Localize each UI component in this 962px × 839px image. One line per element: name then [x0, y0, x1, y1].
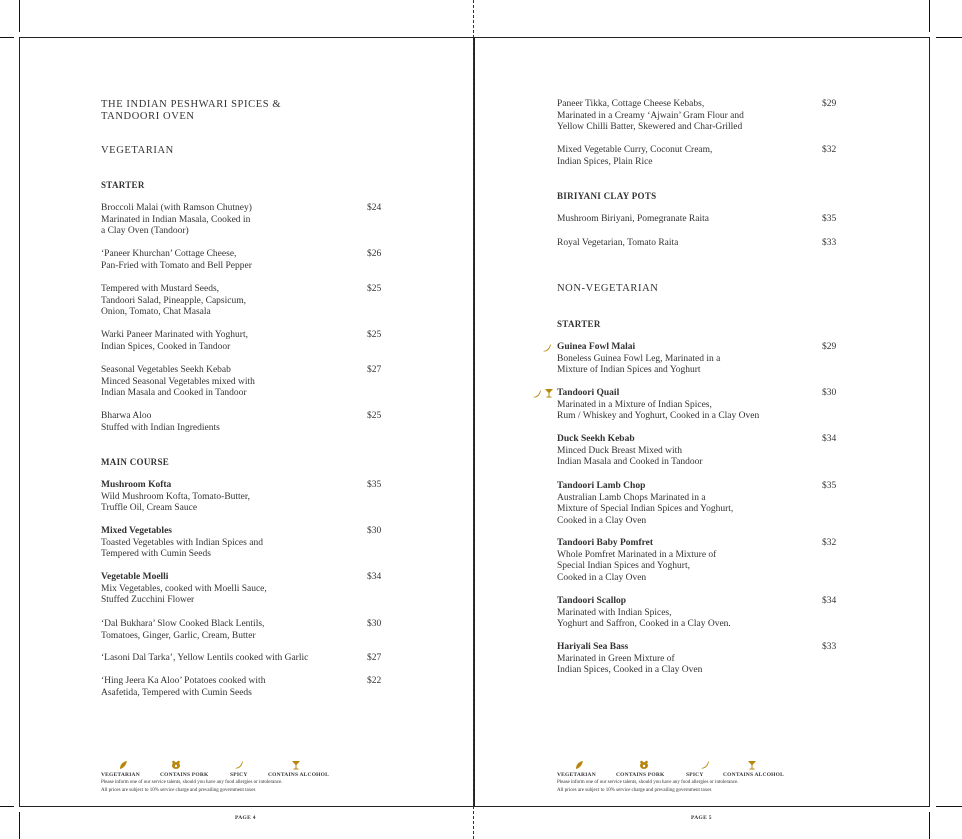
menu-item [101, 249, 252, 272]
item-desc: Australian Lamb Chops Marinated in a [557, 492, 706, 503]
menu-title-line-1: THE INDIAN PESHWARI SPICES & [101, 99, 282, 110]
alcohol-icon [747, 760, 757, 770]
menu-item [557, 642, 702, 677]
item-price: $24 [367, 203, 382, 213]
item-name: Tandoori Quail [557, 388, 620, 398]
item-desc: Special Indian Spices and Yoghurt, [557, 561, 690, 572]
menu-item [101, 480, 250, 515]
item-desc: Mixture of Special Indian Spices and Yoghurt, [557, 504, 734, 515]
legend-allergy-note: Please inform one of our service talents, should you have any food allergies or intolerance. [101, 780, 283, 785]
pork-icon [171, 760, 181, 770]
legend-allergy-note: Please inform one of our service talents, should you have any food allergies or intolerance. [557, 780, 739, 785]
spicy-icon [542, 343, 552, 353]
item-name: Tandoori Scallop [557, 596, 627, 606]
item-desc: Yoghurt and Saffron, Cooked in a Clay Oven. [557, 619, 731, 630]
menu-item [101, 572, 267, 607]
section-vegetarian: VEGETARIAN [101, 145, 174, 156]
page-number: PAGE 4 [235, 815, 256, 821]
item-price: $25 [367, 330, 382, 340]
spicy-icon [700, 760, 710, 770]
menu-page-4 [19, 0, 473, 839]
menu-title-line-2: TANDOORI OVEN [101, 111, 195, 122]
legend-spicy-label: SPICY [230, 772, 248, 778]
item-price: $34 [822, 596, 837, 606]
item-desc: Minced Duck Breast Mixed with [557, 445, 683, 456]
item-desc: Indian Spices, Cooked in Tandoor [101, 341, 231, 352]
item-price: $35 [367, 480, 382, 490]
fold-line [473, 0, 474, 839]
legend-pork-label: CONTAINS PORK [160, 772, 209, 778]
legend-alcohol-label: CONTAINS ALCOHOL [723, 772, 785, 778]
heading-main-course: MAIN COURSE [101, 457, 170, 467]
item-desc: Cooked in a Clay Oven [557, 515, 647, 526]
alcohol-icon [544, 388, 554, 398]
item-price: $34 [822, 434, 837, 444]
item-desc: Onion, Tomato, Chat Masala [101, 307, 211, 318]
item-desc: Marinated in a Creamy ‘Ajwain’ Gram Flour and [557, 110, 744, 121]
menu-item [557, 388, 759, 423]
menu-item [101, 365, 255, 400]
item-price: $27 [367, 365, 382, 375]
item-name: Warki Paneer Marinated with Yoghurt, [101, 330, 248, 340]
pork-icon [639, 760, 649, 770]
item-price: $26 [367, 249, 382, 259]
item-price: $30 [822, 388, 837, 398]
item-desc: Tempered with Cumin Seeds [101, 549, 211, 560]
section-non-vegetarian: NON-VEGETARIAN [557, 283, 659, 294]
item-price: $29 [822, 99, 837, 109]
menu-item [101, 526, 263, 561]
vegetarian-icon [118, 760, 128, 770]
menu-item [101, 284, 246, 319]
page-number: PAGE 5 [691, 815, 712, 821]
item-name: ‘Dal Bukhara’ Slow Cooked Black Lentils, [101, 619, 265, 629]
item-desc: Rum / Whiskey and Yoghurt, Cooked in a Clay Oven [557, 411, 760, 422]
item-name: ‘Paneer Khurchan’ Cottage Cheese, [101, 249, 237, 259]
spicy-icon [532, 389, 542, 399]
crop-mark [936, 37, 962, 38]
item-desc: Yellow Chilli Batter, Skewered and Char-Grilled [557, 122, 743, 133]
legend-alcohol-label: CONTAINS ALCOHOL [268, 772, 330, 778]
item-desc: Minced Seasonal Vegetables mixed with [101, 376, 255, 387]
item-name: Mixed Vegetables [101, 526, 172, 536]
heading-starter: STARTER [101, 180, 145, 190]
item-name: ‘Hing Jeera Ka Aloo’ Potatoes cooked with [101, 676, 266, 686]
item-price: $22 [367, 676, 382, 686]
item-desc: Marinated in a Mixture of Indian Spices, [557, 399, 712, 410]
item-desc: Mixture of Indian Spices and Yoghurt [557, 365, 701, 376]
item-name: Tandoori Lamb Chop [557, 481, 646, 491]
item-desc: Indian Masala and Cooked in Tandoor [101, 388, 247, 399]
item-price: $30 [367, 619, 382, 629]
menu-item [557, 481, 733, 527]
item-price: $33 [822, 642, 837, 652]
legend-pork-label: CONTAINS PORK [616, 772, 665, 778]
item-desc: Stuffed Zucchini Flower [101, 595, 195, 606]
item-desc: Asafetida, Tempered with Cumin Seeds [101, 687, 252, 698]
item-desc: Boneless Guinea Fowl Leg, Marinated in a [557, 353, 721, 364]
item-name: ‘Lasoni Dal Tarka’, Yellow Lentils cooked with Garlic [101, 653, 309, 663]
item-desc: Marinated with Indian Spices, [557, 607, 672, 618]
item-price: $35 [822, 481, 837, 491]
menu-item [557, 596, 731, 631]
menu-item [101, 203, 252, 238]
item-name: Tempered with Mustard Seeds, [101, 284, 220, 294]
spicy-icon [234, 760, 244, 770]
item-price: $33 [822, 238, 837, 248]
item-name: Tandoori Baby Pomfret [557, 538, 654, 548]
item-desc: Truffle Oil, Cream Sauce [101, 503, 198, 514]
item-price: $29 [822, 342, 837, 352]
menu-item [557, 238, 678, 250]
item-desc: Pan-Fried with Tomato and Bell Pepper [101, 260, 252, 271]
menu-item [101, 653, 308, 665]
legend-spicy-label: SPICY [686, 772, 704, 778]
item-price: $27 [367, 653, 382, 663]
item-name: Paneer Tikka, Cottage Cheese Kebabs, [557, 99, 705, 109]
menu-item [101, 619, 264, 642]
item-desc: Mix Vegetables, cooked with Moelli Sauce, [101, 583, 267, 594]
menu-item [557, 145, 712, 168]
item-desc: Marinated in Green Mixture of [557, 653, 675, 664]
item-name: Mushroom Kofta [101, 480, 172, 490]
menu-item [101, 411, 220, 434]
item-price: $25 [367, 284, 382, 294]
item-name: Vegetable Moelli [101, 572, 169, 582]
vegetarian-icon [574, 760, 584, 770]
item-desc: Tomatoes, Ginger, Garlic, Cream, Butter [101, 630, 256, 641]
legend-vegetarian-label: VEGETARIAN [101, 772, 140, 778]
menu-item [557, 342, 720, 377]
menu-item [101, 330, 248, 353]
item-price: $32 [822, 145, 837, 155]
item-desc: Indian Masala and Cooked in Tandoor [557, 457, 703, 468]
crop-mark [0, 806, 14, 807]
item-desc: Stuffed with Indian Ingredients [101, 422, 220, 433]
item-desc: Toasted Vegetables with Indian Spices and [101, 537, 263, 548]
item-desc: Marinated in Indian Masala, Cooked in [101, 214, 251, 225]
menu-page-5 [475, 0, 930, 839]
item-desc: Wild Mushroom Kofta, Tomato-Butter, [101, 491, 251, 502]
crop-mark [936, 806, 962, 807]
menu-item [101, 676, 265, 699]
menu-item [557, 99, 744, 134]
item-name: Broccoli Malai (with Ramson Chutney) [101, 203, 252, 213]
item-desc: Whole Pomfret Marinated in a Mixture of [557, 549, 717, 560]
item-name: Seasonal Vegetables Seekh Kebab [101, 365, 231, 375]
item-desc: Tandoori Salad, Pineapple, Capsicum, [101, 295, 246, 306]
item-name: Hariyali Sea Bass [557, 642, 629, 652]
legend-tax-note: All prices are subject to 10% service charge and prevailing government taxes [101, 788, 256, 793]
item-desc: Indian Spices, Plain Rice [557, 156, 653, 167]
item-desc: Cooked in a Clay Oven [557, 572, 647, 583]
item-price: $30 [367, 526, 382, 536]
heading-starter: STARTER [557, 319, 601, 329]
item-price: $32 [822, 538, 837, 548]
item-price: $34 [367, 572, 382, 582]
legend-tax-note: All prices are subject to 10% service charge and prevailing government taxes [557, 788, 712, 793]
crop-mark [0, 37, 14, 38]
menu-item [557, 538, 716, 584]
heading-biriyani: BIRIYANI CLAY POTS [557, 191, 657, 201]
item-name: Royal Vegetarian, Tomato Raita [557, 238, 679, 248]
menu-item [557, 434, 703, 469]
alcohol-icon [291, 760, 301, 770]
item-desc: Indian Spices, Cooked in a Clay Oven [557, 665, 703, 676]
menu-title [101, 99, 281, 123]
item-name: Mixed Vegetable Curry, Coconut Cream, [557, 145, 713, 155]
item-name: Bharwa Aloo [101, 411, 152, 421]
item-desc: a Clay Oven (Tandoor) [101, 226, 189, 237]
item-price: $25 [367, 411, 382, 421]
item-name: Mushroom Biriyani, Pomegranate Raita [557, 214, 709, 224]
item-name: Duck Seekh Kebab [557, 434, 635, 444]
item-price: $35 [822, 214, 837, 224]
legend-vegetarian-label: VEGETARIAN [557, 772, 596, 778]
menu-item [557, 214, 709, 226]
item-name: Guinea Fowl Malai [557, 342, 636, 352]
